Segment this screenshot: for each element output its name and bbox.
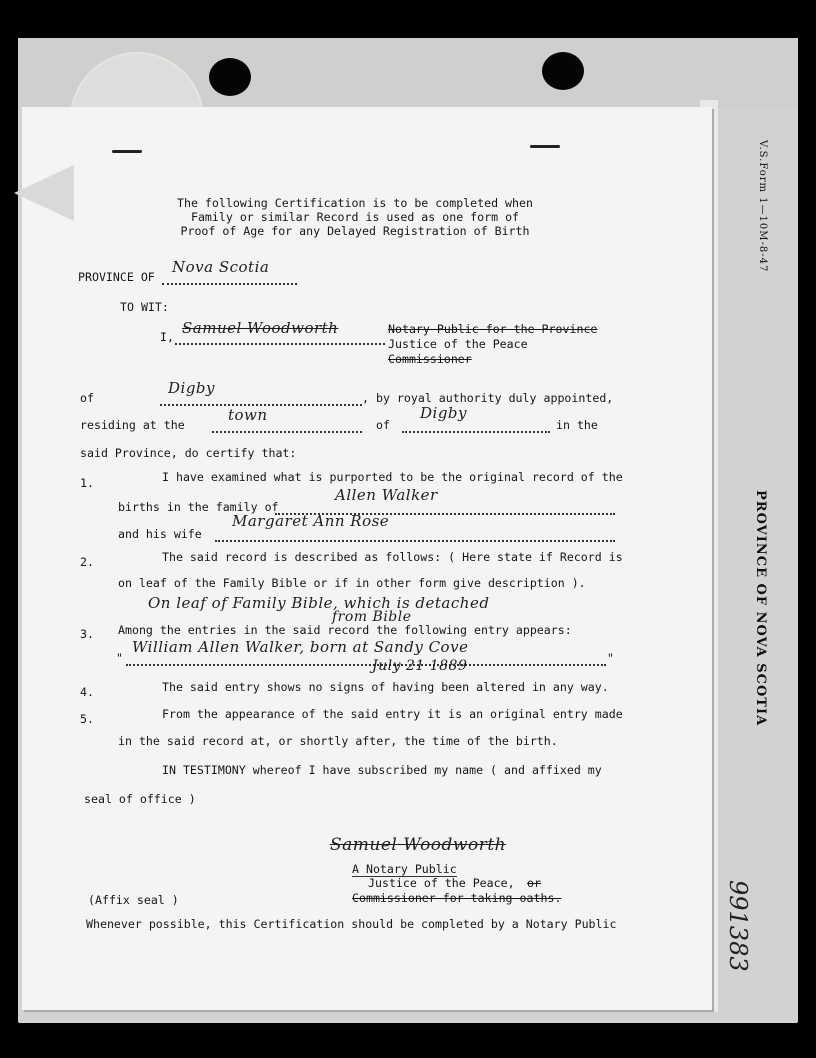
wife-dots	[215, 540, 615, 542]
entry-dots	[126, 664, 606, 666]
place-dots	[402, 431, 550, 433]
family-value: Allen Walker	[335, 486, 438, 504]
quote-open: "	[116, 651, 123, 665]
affix-seal: (Affix seal )	[88, 893, 179, 907]
footer-note: Whenever possible, this Certification should be completed by a Notary Public	[86, 917, 617, 931]
quote-close: "	[607, 651, 614, 665]
wife-value: Margaret Ann Rose	[232, 512, 390, 530]
item-5-text: in the said record at, or shortly after, the time of the birth.	[118, 734, 558, 748]
item-number: 1.	[80, 476, 94, 490]
residing-place: Digby	[420, 404, 468, 422]
office-notary: Notary Public for the Province	[388, 322, 598, 336]
said-province: said Province, do certify that:	[80, 446, 297, 460]
item-number: 5.	[80, 712, 94, 726]
of-label: of	[80, 391, 94, 405]
sig-commissioner: Commissioner for taking oaths.	[352, 891, 562, 905]
punch-hole-right	[542, 52, 584, 90]
record-description: from Bible	[332, 609, 412, 625]
office-justice: Justice of the Peace	[388, 337, 528, 351]
testimony-text: IN TESTIMONY whereof I have subscribed my name ( and affixed my	[162, 763, 602, 777]
item-3-text: Among the entries in the said record the following entry appears:	[118, 623, 572, 637]
item-number: 2.	[80, 555, 94, 569]
of-label-2: of	[376, 418, 390, 432]
birth-date: July 21 1889	[372, 658, 468, 674]
item-4-text: The said entry shows no signs of having been altered in any way.	[162, 680, 609, 694]
royal-authority: , by royal authority duly appointed,	[362, 391, 614, 405]
header-line: Proof of Age for any Delayed Registration of Birth	[180, 224, 530, 238]
name-dots	[175, 343, 385, 345]
signature: Samuel Woodworth	[330, 835, 507, 855]
staple-mark	[112, 150, 142, 153]
sig-notary: A Notary Public	[352, 862, 457, 876]
certifier-name: Samuel Woodworth	[182, 319, 339, 337]
record-description: On leaf of Family Bible, which is detached	[148, 594, 490, 612]
file-number: 991383	[724, 880, 752, 972]
birth-entry: William Allen Walker, born at Sandy Cove	[132, 638, 469, 656]
item-number: 4.	[80, 685, 94, 699]
residing-dots	[212, 431, 362, 433]
office-commissioner: Commissioner	[388, 352, 472, 366]
to-wit-label: TO WIT:	[120, 300, 169, 314]
province-dots	[162, 283, 297, 285]
header-line: The following Certification is to be completed when	[177, 196, 533, 210]
province-value: Nova Scotia	[172, 258, 270, 276]
form-code: V.S.Form 1—10M-8-47	[757, 140, 768, 273]
item-number: 3.	[80, 627, 94, 641]
staple-mark	[530, 145, 560, 148]
in-the-label: in the	[556, 418, 598, 432]
wife-label: and his wife	[118, 527, 202, 541]
sig-or: or	[527, 876, 541, 890]
province-of-label: PROVINCE OF	[78, 270, 155, 284]
side-province-label: PROVINCE OF NOVA SCOTIA	[753, 490, 768, 727]
item-1-text: I have examined what is purported to be the original record of the	[162, 470, 623, 484]
punch-hole-left	[209, 58, 251, 96]
testimony-text: seal of office )	[84, 792, 196, 806]
births-label: births in the family of	[118, 500, 279, 514]
residing-value: town	[228, 406, 268, 424]
of-value: Digby	[168, 379, 216, 397]
item-2-text: on leaf of the Family Bible or if in other form give description ).	[118, 576, 586, 590]
torn-corner	[14, 165, 74, 221]
item-5-text: From the appearance of the said entry it is an original entry made	[162, 707, 623, 721]
sig-justice: Justice of the Peace,	[368, 876, 515, 890]
residing-label: residing at the	[80, 418, 185, 432]
item-2-text: The said record is described as follows: ( Here state if Record is	[162, 550, 623, 564]
i-label: I,	[160, 330, 174, 344]
header-line: Family or similar Record is used as one form of	[190, 210, 520, 224]
side-label	[740, 140, 770, 990]
